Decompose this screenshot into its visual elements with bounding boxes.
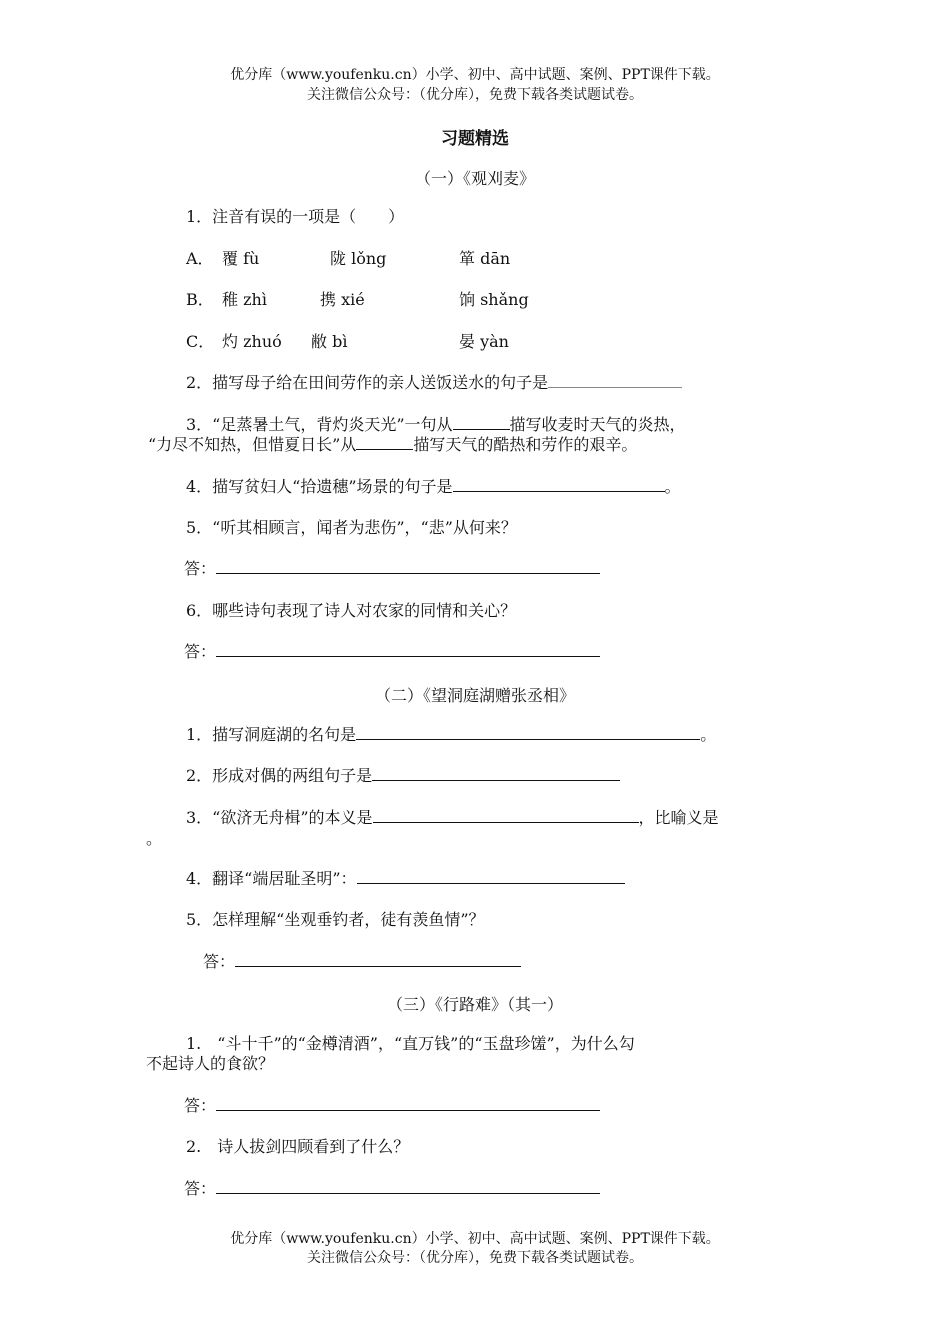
s3-a2-answer-blank[interactable] [216,1179,600,1194]
s3-answer-1-label: 答： [184,1096,217,1115]
s1-q2-answer-blank[interactable] [548,373,682,388]
s1-option-b-1: 稚 zhì [222,290,267,309]
s1-a6-answer-blank[interactable] [216,642,600,657]
s1-option-c-3: 晏 yàn [459,332,509,351]
s1-question-4-end: 。 [664,477,681,496]
s3-answer-2 [184,1178,600,1200]
s2-question-5: 5．怎样理解“坐观垂钓者，徒有羡鱼情”？ [186,910,485,929]
s1-q3-blank-2[interactable] [356,435,413,450]
s2-question-2-text: 2．形成对偶的两组句子是 [186,766,373,785]
s2-question-1-text: 1．描写洞庭湖的名句是 [186,725,357,744]
s2-answer-5-label: 答： [203,952,236,971]
s3-question-2: 2. 诗人拔剑四顾看到了什么？ [186,1137,410,1156]
section-1-heading: （一）《观刈麦》 [414,169,535,188]
s2-a5-answer-blank[interactable] [235,952,521,967]
s2-question-3-text: 3．“欲济无舟楫”的本义是 [186,808,373,827]
s2-q4-answer-blank[interactable] [357,869,625,884]
s1-question-3-text-c: “力尽不知热，但惜夏日长”从 [148,435,357,454]
s1-question-5: 5．“听其相顾言，闻者为悲伤”，“悲”从何来？ [186,518,517,537]
s2-q2-answer-blank[interactable] [372,766,620,781]
footer-line-2: 关注微信公众号：（优分库），免费下载各类试题试卷。 [307,1250,643,1266]
s2-q1-answer-blank[interactable] [356,725,700,740]
s1-question-2 [186,372,682,394]
s1-option-a-2: 陇 lǒng [330,249,387,268]
s1-answer-6-label: 答： [184,642,217,661]
s1-answer-5-label: 答： [184,559,217,578]
s3-question-1-line1: 1. “斗十千”的“金樽清酒”，“直万钱”的“玉盘珍馐”，为什么勾 [186,1034,635,1053]
header-line-1: 优分库（www.youfenku.cn）小学、初中、高中试题、案例、PPT课件下载。 [230,67,720,83]
s1-option-c-letter: C． [186,332,215,351]
s1-question-2-text: 2．描写母子给在田间劳作的亲人送饭送水的句子是 [186,373,549,392]
s2-answer-5 [203,951,521,973]
s3-a1-answer-blank[interactable] [216,1096,600,1111]
s2-question-1-end: 。 [700,725,717,744]
s1-question-3-text-b: 描写收麦时天气的炎热， [509,415,686,434]
s3-answer-1 [184,1095,600,1117]
s1-question-3-line1 [186,414,686,436]
s2-question-3-text-b: ，比喻义是 [638,808,719,827]
s2-question-3-line1 [186,807,719,829]
s1-option-a-1: 覆 fù [222,249,260,268]
s1-option-b-2: 携 xié [320,290,365,309]
s1-option-c-2: 敝 bì [311,332,348,351]
s1-question-3-line2 [148,434,637,456]
s1-answer-5 [184,558,600,580]
s1-question-3-text-d: 描写天气的酷热和劳作的艰辛。 [413,435,638,454]
s1-option-a-3: 箪 dān [459,249,511,268]
s3-question-1-line2: 不起诗人的食欲？ [146,1054,275,1073]
s2-question-4 [186,868,625,890]
s1-question-4 [186,476,681,498]
s1-question-3-text-a: 3．“足蒸暑土气，背灼炎天光”一句从 [186,415,453,434]
s2-question-4-text: 4．翻译“端居耻圣明”： [186,869,357,888]
page-title: 习题精选 [441,129,509,149]
s1-q4-answer-blank[interactable] [453,477,665,492]
s1-a5-answer-blank[interactable] [216,559,600,574]
section-2-heading: （二）《望洞庭湖赠张丞相》 [374,686,575,705]
s1-question-4-text: 4．描写贫妇人“拾遗穗”场景的句子是 [186,477,453,496]
s1-answer-6 [184,641,600,663]
s2-question-2 [186,765,620,787]
s1-option-a-letter: A． [186,249,214,268]
s2-q3-blank-1[interactable] [373,808,639,823]
section-3-heading: （三）《行路难》（其一） [386,995,563,1014]
footer-line-1: 优分库（www.youfenku.cn）小学、初中、高中试题、案例、PPT课件下载。 [230,1231,720,1247]
s1-question-1: 1．注音有误的一项是（ ） [186,207,405,226]
s3-answer-2-label: 答： [184,1179,217,1198]
s1-q3-blank-1[interactable] [453,415,510,430]
s1-question-6: 6．哪些诗句表现了诗人对农家的同情和关心？ [186,601,517,620]
s1-option-b-letter: B． [186,290,214,309]
header-line-2: 关注微信公众号：（优分库），免费下载各类试题试卷。 [307,87,643,103]
s2-question-3-end: 。 [146,829,163,848]
s1-option-c-1: 灼 zhuó [222,332,282,351]
s1-option-b-3: 饷 shǎng [459,290,529,309]
s2-question-1 [186,724,716,746]
